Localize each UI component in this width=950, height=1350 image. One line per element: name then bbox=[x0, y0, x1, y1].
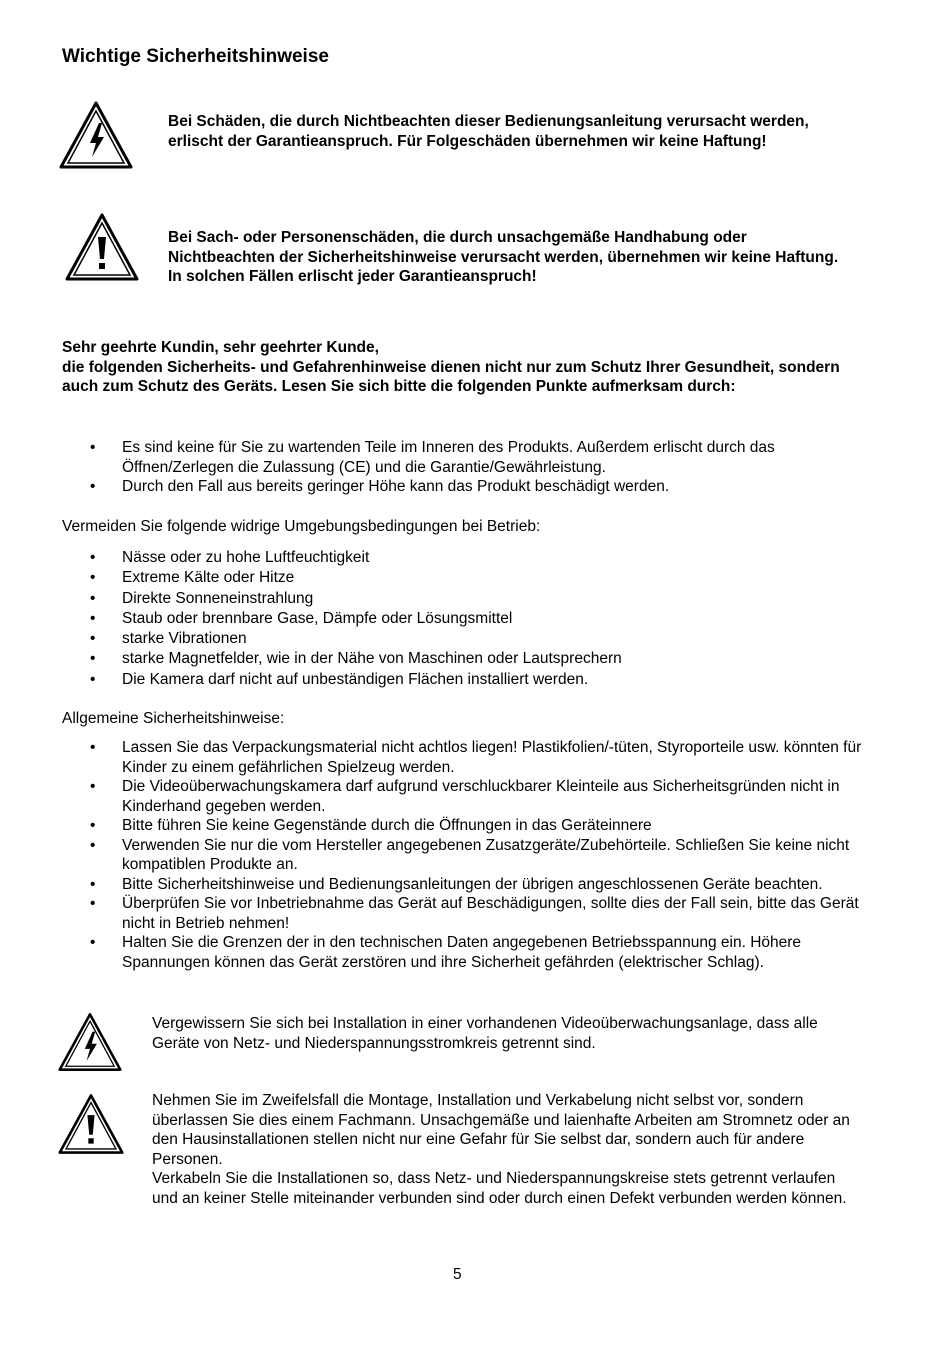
list-item: • starke Magnetfelder, wie in der Nähe von Maschinen oder Lautsprechern bbox=[62, 649, 862, 669]
bullet: • bbox=[90, 549, 96, 566]
bullet: • bbox=[90, 778, 96, 795]
list-item: • starke Vibrationen bbox=[62, 629, 862, 649]
list-item: • Die Kamera darf nicht auf unbeständigen Flächen installiert werden. bbox=[62, 670, 862, 690]
electric-hazard-icon bbox=[58, 1012, 122, 1077]
electric-hazard-icon bbox=[59, 101, 133, 174]
bullet: • bbox=[90, 439, 96, 456]
bullet: • bbox=[90, 609, 96, 627]
page-number: 5 bbox=[453, 1266, 462, 1283]
general-safety-list bbox=[62, 738, 862, 972]
list-item: • Nässe oder zu hohe Luftfeuchtigkeit bbox=[62, 548, 862, 568]
warning-exclamation-icon bbox=[65, 213, 139, 286]
warning-exclamation-icon bbox=[58, 1093, 124, 1160]
bullet: • bbox=[90, 875, 96, 893]
bullet: • bbox=[90, 478, 96, 495]
list-item: • Überprüfen Sie vor Inbetriebnahme das Gerät auf Beschädigungen, sollte dies der Fall sein, bitte das Gerät nicht in Betrieb nehmen! bbox=[90, 895, 859, 932]
list-item: • Es sind keine für Sie zu wartenden Teile im Inneren des Produkts. Außerdem erlischt durch das Öffnen/Zerlegen die Zulassung (CE) und die Garantie/Gewährleistung. bbox=[90, 439, 775, 476]
environment-heading: Vermeiden Sie folgende widrige Umgebungsbedingungen bei Betrieb: bbox=[62, 518, 541, 535]
notice-paragraph: Nehmen Sie im Zweifelsfall die Montage, Installation und Verkabelung nicht selbst vor, sondern überlassen Sie dies einem Fachmann. Unsachgemäße und laienhafte Arbeiten am Stromnetz oder an den Hausinstallationen stellen nicht nur eine Gefahr für Sie selbst dar, sondern auch für andere Personen. bbox=[152, 1092, 850, 1168]
list-item: • Bitte führen Sie keine Gegenstände durch die Öffnungen in das Geräteinnere bbox=[90, 817, 652, 834]
bullet: • bbox=[90, 817, 96, 834]
general-heading: Allgemeine Sicherheitshinweise: bbox=[62, 710, 285, 727]
bullet: • bbox=[90, 895, 96, 912]
notice-professional bbox=[152, 1091, 862, 1208]
bullet: • bbox=[90, 836, 96, 854]
list-item: • Extreme Kälte oder Hitze bbox=[62, 568, 862, 588]
notice-installation: Vergewissern Sie sich bei Installation in einer vorhandenen Videoüberwachungsanlage, dass alle Geräte von Netz- und Niederspannungsstromkreis getrennt sind. bbox=[152, 1015, 818, 1052]
list-item: • Halten Sie die Grenzen der in den technischen Daten angegebenen Betriebsspannung ein. Höhere Spannungen können das Gerät zerstören und ihre Sicherheit gefährden (elektrischer Schlag). bbox=[90, 934, 802, 971]
bullet: • bbox=[90, 934, 96, 951]
warning-text-liability: Bei Schäden, die durch Nichtbeachten dieser Bedienungsanleitung verursacht werden, erlischt der Garantieanspruch. Für Folgeschäden übernehmen wir keine Haftung! bbox=[168, 113, 809, 150]
bullet: • bbox=[90, 569, 96, 587]
bullet: • bbox=[90, 739, 96, 756]
intro-bullet-list bbox=[62, 438, 862, 497]
intro-body: die folgenden Sicherheits- und Gefahrenhinweise dienen nicht nur zum Schutz Ihrer Gesundheit, sondern auch zum Schutz des Geräts. Lesen Sie sich bitte die folgenden Punkte aufmerksam durch: bbox=[62, 358, 840, 395]
bullet: • bbox=[90, 589, 96, 607]
notice-paragraph: Verkabeln Sie die Installationen so, dass Netz- und Niederspannungskreise stets getrennt verlaufen und an keiner Stelle miteinander verbunden sind oder durch einen Defekt verbunden werden können. bbox=[152, 1170, 847, 1207]
page-heading: Wichtige Sicherheitshinweise bbox=[62, 46, 329, 67]
bullet: • bbox=[90, 630, 96, 648]
intro-text bbox=[62, 338, 862, 397]
list-item: • Verwenden Sie nur die vom Hersteller angegebenen Zusatzgeräte/Zubehörteile. Schließen Sie keine nicht kompatiblen Produkte an. bbox=[90, 836, 850, 873]
list-item: • Direkte Sonneneinstrahlung bbox=[62, 589, 862, 609]
list-item: • Die Videoüberwachungskamera darf aufgrund verschluckbarer Kleinteile aus Sicherheitsgründen nicht in Kinderhand gegeben werden. bbox=[90, 778, 840, 815]
list-item: • Staub oder brennbare Gase, Dämpfe oder Lösungsmittel bbox=[62, 609, 862, 629]
list-item: • Durch den Fall aus bereits geringer Höhe kann das Produkt beschädigt werden. bbox=[90, 478, 670, 495]
environment-list bbox=[62, 548, 862, 690]
bullet: • bbox=[90, 670, 96, 688]
intro-salutation: Sehr geehrte Kundin, sehr geehrter Kunde, bbox=[62, 339, 379, 356]
list-item: • Bitte Sicherheitshinweise und Bedienungsanleitungen der übrigen angeschlossenen Geräte beachten. bbox=[90, 875, 823, 893]
list-item: • Lassen Sie das Verpackungsmaterial nicht achtlos liegen! Plastikfolien/-tüten, Styroporteile usw. könnten für Kinder zu einem gefährlichen Spielzeug werden. bbox=[90, 739, 862, 776]
bullet: • bbox=[90, 650, 96, 668]
warning-text-damage: Bei Sach- oder Personenschäden, die durch unsachgemäße Handhabung oder Nichtbeachten der Sicherheitshinweise verursacht werden, übernehmen wir keine Haftung. In solchen Fällen erlischt jeder Garantieanspruch! bbox=[168, 229, 839, 285]
